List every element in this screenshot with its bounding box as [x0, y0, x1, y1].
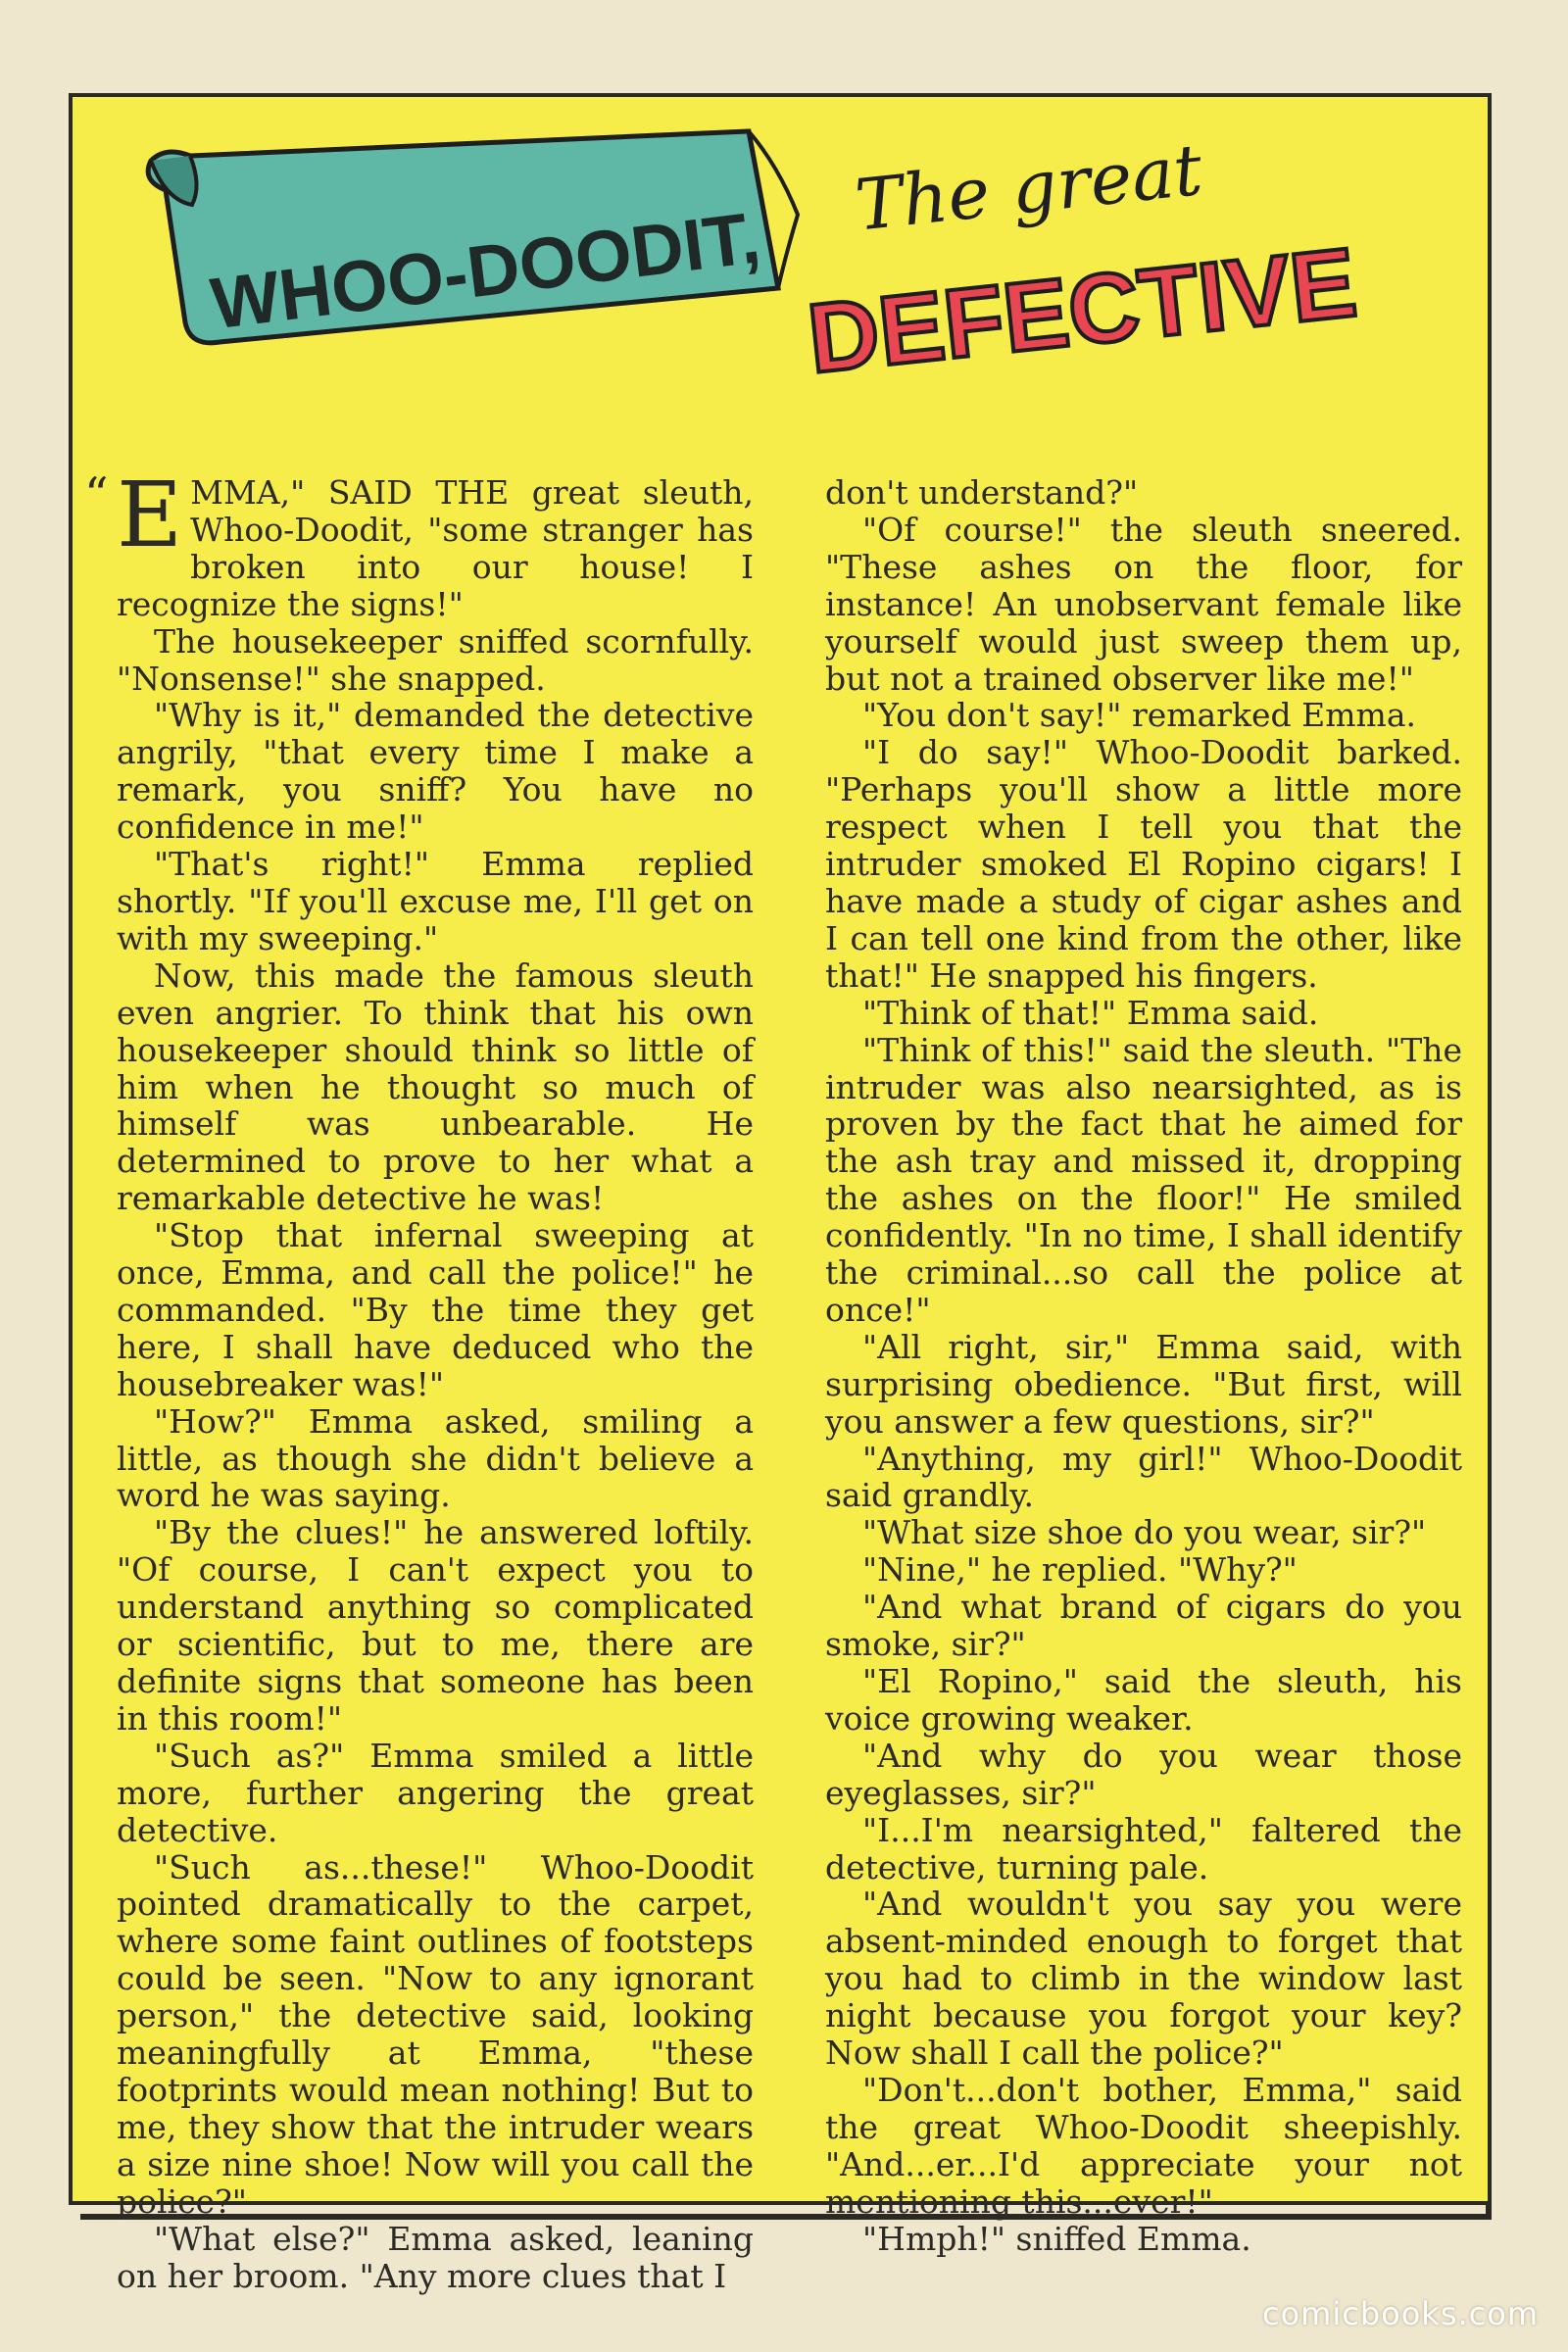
paragraph: "I...I'm nearsighted," faltered the detective, turning pale. [825, 1810, 1462, 1886]
paragraph: "And why do you wear those eyeglasses, sir?" [825, 1736, 1462, 1812]
paragraph: MMA," SAID THE great sleuth, Whoo-Doodit, "some stranger has broken into our house! I recognize the signs!" [117, 473, 754, 623]
dropcap-letter: E [117, 463, 183, 567]
paragraph: "Such as...these!" Whoo-Doodit pointed dramatically to the carpet, where some faint outlines of footsteps could be seen. "Now to any ignorant person," the detective said, looking meaningfully at Emma, "these footprints would mean nothing! But to me, they show that the intruder wears a size nine shoe! Now will you call the police?" [117, 1847, 754, 2221]
paragraph: "What else?" Emma asked, leaning on her broom. "Any more clues that I [117, 2219, 754, 2295]
title-art [73, 97, 1495, 395]
paragraph: "Nine," he replied. "Why?" [862, 1550, 1298, 1590]
paragraph: The housekeeper sniffed scornfully. "Nonsense!" she snapped. [117, 621, 754, 698]
paragraph: "Think of this!" said the sleuth. "The intruder was also nearsighted, as is proven by the fact that he aimed for the ash tray and missed it, dropping the ashes on the floor!" He smiled confidently. "In no time, I shall identify the criminal...so call the police at once!" [825, 1030, 1462, 1329]
paragraph: "And what brand of cigars do you smoke, sir?" [825, 1588, 1462, 1664]
paragraph: "Of course!" the sleuth sneered. "These ashes on the floor, for instance! An unobservant female like yourself would just sweep them up, but not a trained observer like me!" [825, 510, 1462, 698]
paragraph: "Hmph!" sniffed Emma. [862, 2219, 1251, 2258]
lead-quote-mark: “ [84, 467, 109, 522]
paragraph: "All right, sir," Emma said, with surprising obedience. "But first, will you answer a few questions, sir?" [825, 1327, 1462, 1441]
paragraph: "Such as?" Emma smiled a little more, further angering the great detective. [117, 1736, 754, 1849]
paragraph: "What size shoe do you wear, sir?" [862, 1513, 1427, 1552]
banner-title: WHOO-DOODIT, [206, 196, 764, 345]
paragraph: "Why is it," demanded the detective angrily, "that every time I make a remark, you sniff? You have no confidence in me!" [117, 696, 754, 847]
paragraph: don't understand?" [825, 473, 1139, 512]
paragraph: "El Ropino," said the sleuth, his voice growing weaker. [825, 1662, 1462, 1738]
right-column [825, 474, 1462, 2258]
left-column [117, 463, 754, 2295]
paragraph: "I do say!" Whoo-Doodit barked. "Perhaps you'll show a little more respect when I tell you that the intruder smoked El Ropino cigars! I have made a study of cigar ashes and I can tell one kind from the other, like that!" He snapped his fingers. [825, 733, 1462, 995]
paragraph: Now, this made the famous sleuth even angrier. To think that his own housekeeper should think so little of him when he thought so much of himself was unbearable. He determined to prove to her what a remarkable detective he was! [117, 956, 754, 1218]
story-header [73, 97, 1495, 395]
story-panel [69, 93, 1492, 2295]
paragraph: "That's right!" Emma replied shortly. "If you'll excuse me, I'll get on with my sweeping." [117, 845, 754, 957]
script-subtitle: The great [851, 127, 1206, 247]
paragraph: "And wouldn't you say you were absent-minded enough to forget that you had to climb in the window last night because you forgot your key? Now shall I call the police?" [825, 1885, 1462, 2073]
paragraph: "Stop that infernal sweeping at once, Emma, and call the police!" he commanded. "By the time they get here, I shall have deduced who the housebreaker was!" [117, 1216, 754, 1403]
paragraph: "By the clues!" he answered loftily. "Of course, I can't expect you to understand anything so complicated or scientific, but to me, there are definite signs that someone has been in this room!" [117, 1513, 754, 1738]
paragraph: "Anything, my girl!" Whoo-Doodit said grandly. [825, 1439, 1462, 1515]
site-watermark: comicbooks.com [1261, 2295, 1539, 2332]
paragraph: "You don't say!" remarked Emma. [862, 696, 1416, 735]
paragraph: "Think of that!" Emma said. [862, 993, 1319, 1032]
paragraph: "How?" Emma asked, smiling a little, as though she didn't believe a word he was saying. [117, 1401, 754, 1515]
paragraph: "Don't...don't bother, Emma," said the great Whoo-Doodit sheepishly. "And...er...I'd appreciate your not mentioning this...ever!" [825, 2070, 1462, 2221]
big-title: DEFECTIVE [803, 227, 1362, 395]
